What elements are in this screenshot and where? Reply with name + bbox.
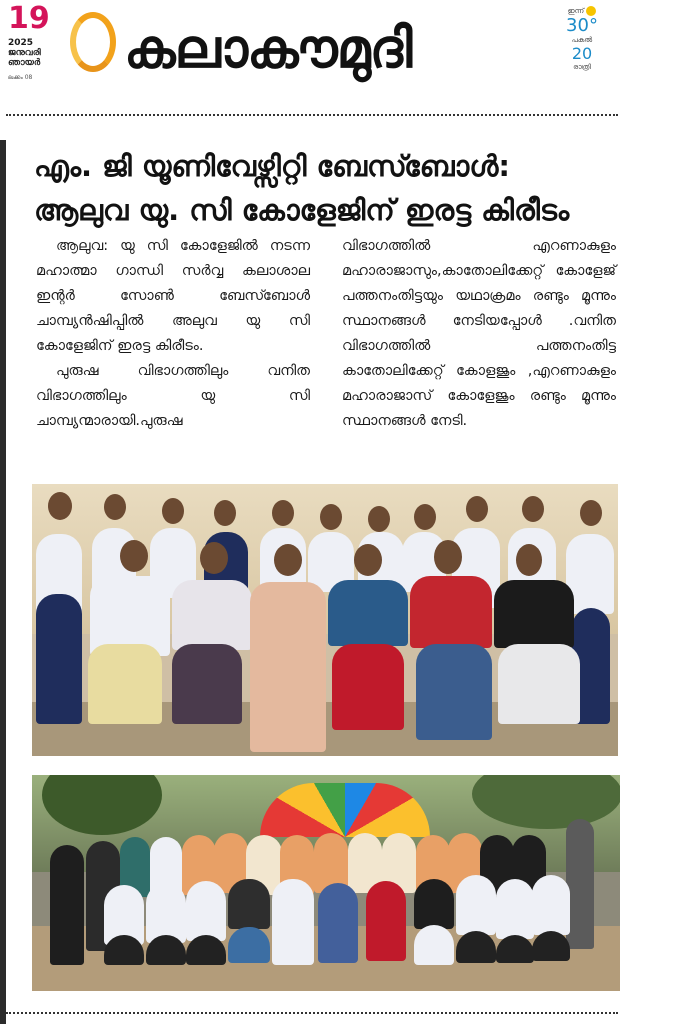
guest-figure xyxy=(328,580,408,646)
guest-figure xyxy=(172,580,252,650)
coach-figure xyxy=(228,927,270,963)
column-rule xyxy=(0,140,6,1024)
date-number: 19 xyxy=(8,1,50,36)
coach-head xyxy=(120,540,148,572)
temperature-low: 20 xyxy=(571,44,593,63)
player-figure xyxy=(456,875,496,935)
bystander-figure xyxy=(566,819,594,949)
player-head xyxy=(272,500,294,526)
guest-figure xyxy=(318,883,358,963)
guest-figure xyxy=(172,644,242,724)
player-head xyxy=(522,496,544,522)
coach-figure xyxy=(88,644,162,724)
coach-figure xyxy=(228,879,270,929)
date-weekday: ഞായർ xyxy=(8,58,41,68)
player-figure xyxy=(456,931,496,963)
article-column-1 xyxy=(36,234,310,434)
player-head xyxy=(414,504,436,530)
anniversary-logo-icon xyxy=(70,12,116,72)
player-head xyxy=(48,492,72,520)
player-head xyxy=(162,498,184,524)
player-head xyxy=(104,494,126,520)
guest-head xyxy=(274,544,302,576)
paragraph: വിഭാഗത്തിൽ എറണാകുളം മഹാരാജാസും,കാതോലിക്കേറ്റ് കോളേജ് പത്തനംതിട്ടയും യഥാക്രമം രണ്ടും മൂന്നും സ്ഥാനങ്ങൾ നേടിയപ്പോൾ .വനിത വിഭാഗത്തിൽ പത്തനംതിട്ട കാതോലിക്കേറ്റ് കോളജും ,എറണാകുളം മഹാരാജാസ് കോളേജും രണ്ടും മൂന്നും സ്ഥാനങ്ങൾ നേടി. xyxy=(342,238,616,429)
headline-line-2: ആലുവ യു. സി കോളേജിന് ഇരട്ട കിരീടം xyxy=(34,193,570,227)
headline-line-1: എം. ജി യൂണിവേഴ്സിറ്റി ബേസ്ബോൾ: xyxy=(34,149,510,183)
player-figure xyxy=(146,883,186,943)
guest-figure xyxy=(498,644,580,724)
player-figure xyxy=(532,931,570,961)
guest-figure xyxy=(414,879,454,929)
masthead-divider xyxy=(6,114,618,116)
weather-today-label: ഇന്ന് xyxy=(567,7,585,15)
womens-team-photo xyxy=(32,484,618,756)
player-head xyxy=(466,496,488,522)
guest-head xyxy=(516,544,542,576)
paragraph: ആലുവ: യു സി കോളേജിൽ നടന്ന മഹാത്മാ ഗാന്ധി സർവ്വ കലാശാല ഇന്റർ സോൺ ബേസ്ബോൾ ചാമ്പ്യൻഷിപ്പിൽ അലുവ യു സി കോളേജിന് ഇരട്ട കിരീടം. xyxy=(36,238,310,354)
article-column-2 xyxy=(342,234,616,434)
weather-box xyxy=(552,6,612,72)
guest-figure xyxy=(332,644,404,730)
weather-day-label: പകൽ xyxy=(571,36,593,44)
masthead xyxy=(0,0,620,112)
guest-figure xyxy=(414,925,454,965)
umbrella-icon xyxy=(260,783,430,837)
guest-figure xyxy=(416,644,492,740)
temperature-high: 30° xyxy=(566,15,598,36)
newspaper-title: കലാകൗമുദി xyxy=(124,17,412,80)
player-figure xyxy=(496,879,534,939)
player-figure xyxy=(50,845,84,965)
player-figure xyxy=(532,875,570,935)
player-figure xyxy=(36,594,82,724)
bottom-divider xyxy=(6,1012,618,1014)
weather-night-label: രാത്രി xyxy=(573,63,591,71)
player-figure xyxy=(186,881,226,941)
mens-team-photo xyxy=(32,775,620,991)
player-head xyxy=(320,504,342,530)
date-year: 2025 xyxy=(8,38,34,48)
player-head xyxy=(214,500,236,526)
issue-number: ലക്കം 08 xyxy=(8,74,33,81)
guest-figure xyxy=(494,580,574,648)
guest-figure xyxy=(250,582,326,752)
player-head xyxy=(580,500,602,526)
paragraph: പുരുഷ വിഭാഗത്തിലും വനിത വിഭാഗത്തിലും യു സി ചാമ്പ്യന്മാരായി.പുരുഷ xyxy=(36,363,310,429)
article-headline xyxy=(34,144,634,232)
guest-head xyxy=(354,544,382,576)
guest-head xyxy=(200,542,228,574)
guest-figure xyxy=(366,881,406,961)
guest-head xyxy=(434,540,462,574)
player-head xyxy=(368,506,390,532)
guest-figure xyxy=(410,576,492,648)
issue-date xyxy=(8,1,50,82)
date-month: ജനുവരി xyxy=(8,48,41,58)
player-figure xyxy=(272,879,314,965)
